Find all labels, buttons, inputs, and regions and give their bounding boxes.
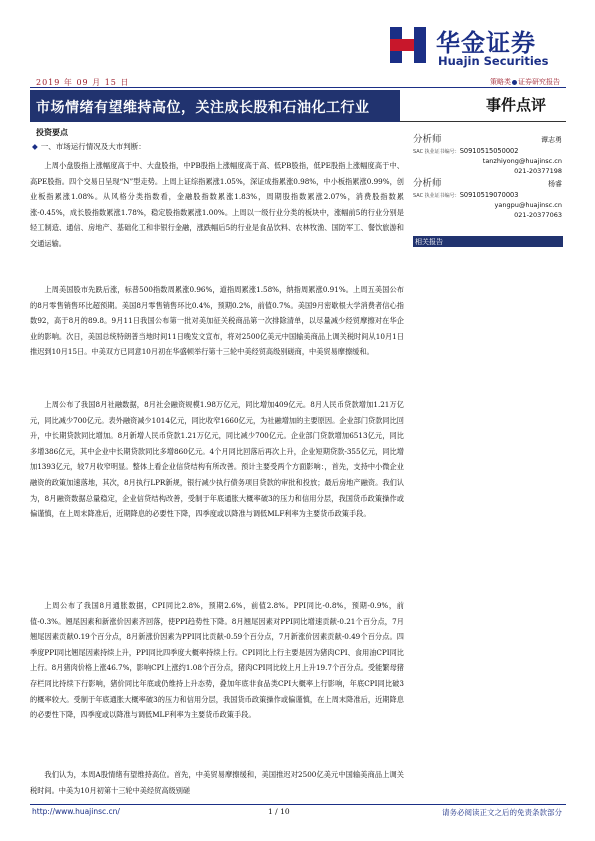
analyst-cert: SAC 执业证书编号：S0910519070003 bbox=[413, 191, 519, 199]
logo-english-name: Huajin Securities bbox=[438, 54, 549, 68]
subheading-text: 一、市场运行情况及大市判断： bbox=[40, 142, 146, 151]
page-number: 1 / 10 bbox=[268, 807, 290, 816]
related-reports-label: 相关报告 bbox=[415, 238, 443, 246]
analyst-phone: 021-20377198 bbox=[514, 167, 562, 175]
analyst-phone: 021-20377063 bbox=[514, 211, 562, 219]
diamond-bullet-icon: ◆ bbox=[32, 142, 38, 151]
analyst-role: 分析师 bbox=[413, 134, 442, 145]
footer-url[interactable]: http://www.huajinsc.cn/ bbox=[32, 807, 120, 816]
paragraph-4: 上周公布了我国8月通胀数据，CPI同比2.8%，预期2.6%，前值2.8%。PPI同比-0.8%，预期-0.9%，前值-0.3%。翘尾因素和新涨价因素齐回落，使PPI趋势性下降。8月翘尾因素对PPI同比增速贡献-0.21个百分点，7月翘尾因素贡献0.19个百分点，8月新涨价因素为PPI同比贡献-0.59个百分点，7月新涨价因素贡献-0.49个百分点。四季度PPI同比翘尾因素持续上升，PPI同比四季度大概率持续上行。CPI同比上行主要是因为猪肉CPI、食用油CPI同比上行。8月猪肉价格上涨46.7%，影响CPI上涨约1.08个百分点，猪肉CPI同比较上月上升19.7个百分点。受能繁母猪存栏同比持续下行影响，猪价同比年底或仍维持上升态势，叠加年底非食品类CPI大概率上行影响，年底CPI同比破3的概率较大。受制于年底通胀大概率破3的压力和信用分层，我国货币政策操作或偏谨慎，在上周末降准后，近期降息的必要性下降，四季度或以降准与调低MLF利率为主要货币政策手段。 bbox=[30, 601, 404, 720]
analyst-card-1 bbox=[413, 131, 562, 179]
company-logo bbox=[388, 23, 560, 73]
footer-divider bbox=[30, 804, 566, 805]
report-type: 事件点评 bbox=[486, 96, 547, 114]
paragraph-5: 我们认为，本周A股情绪有望维持高位。首先，中美贸易摩擦缓和，美国推迟对2500亿美元中国输美商品上调关税时间。中美为10月初第十三轮中美经贸高级别磋 bbox=[30, 770, 404, 795]
report-date: 2019 年 09 月 15 日 bbox=[36, 78, 130, 87]
section-heading: 投资要点 bbox=[36, 128, 68, 137]
subheading bbox=[32, 141, 146, 152]
analyst-name: 杨睿 bbox=[548, 180, 562, 188]
tag-type: 证券研究报告 bbox=[518, 78, 560, 86]
analyst-name: 谭志勇 bbox=[541, 136, 562, 144]
paragraph-2: 上周美国股市先跌后涨，标普500指数周累涨0.96%，道指周累涨1.58%，纳指周累涨0.91%。上周五美国公布的8月零售销售环比超预期。美国8月零售销售环比0.4%，预期0.2%，前值0.7%。美国9月密歇根大学消费者信心指数92，高于8月的89.8。9月11日我国公布第一批对美加征关税商品第一次排除清单，以尽量减少经贸摩擦对在华企业的影响。次日，美国总统特朗普当地时间11日晚发文宣布，将对2500亿美元中国输美商品上调关税时间从10月1日推迟到10月15日。中美双方已同意10月初在华盛顿举行第十三轮中美经贸高级别磋商，中美贸易摩擦缓和。 bbox=[30, 285, 404, 357]
report-title: 市场情绪有望维持高位，关注成长股和石油化工行业 bbox=[36, 100, 370, 116]
analyst-role: 分析师 bbox=[413, 178, 442, 189]
paragraph-1: 上周小盘股指上涨幅度高于中、大盘股指，中PB股指上涨幅度高于高、低PB股指，低PE股指上涨幅度高于中、高PE股指。四个交易日呈现“N”型走势。上周上证综指累涨1.05%，深证成指累涨0.98%，中小板指累涨0.99%，创业板指累涨1.08%。从风格分类指数看，金融股指数累涨1.83%，周期股指数累涨2.07%，消费股指数累涨-0.45%，成长股指数累涨1.78%，稳定股指数累涨1.00%。上周以一级行业分类的板块中，涨幅前5的行业分别是轻工制造、通信、房地产、基础化工和非银行金融，涨跌幅后5的行业是食品饮料、农林牧渔、国防军工、餐饮旅游和交通运输。 bbox=[30, 161, 404, 248]
report-type-underline bbox=[400, 121, 566, 122]
report-tags bbox=[490, 77, 560, 87]
logo-chinese-name: 华金证券 bbox=[436, 29, 536, 57]
analyst-card-2 bbox=[413, 175, 562, 223]
analyst-cert: SAC 执业证书编号：S0910515050002 bbox=[413, 147, 519, 155]
header-divider bbox=[30, 87, 566, 88]
logo-mark-icon bbox=[388, 25, 428, 65]
analyst-email[interactable]: tanzhiyong@huajinsc.cn bbox=[482, 157, 562, 165]
footer-disclaimer: 请务必阅读正文之后的免责条款部分 bbox=[442, 808, 562, 817]
separator-dot-icon bbox=[512, 80, 517, 85]
tag-category: 策略类 bbox=[490, 78, 511, 86]
paragraph-3: 上周公布了我国8月社融数据，8月社会融资规模1.98万亿元，同比增加409亿元。8月人民币贷款增加1.21万亿元，同比减少700亿元。表外融资减少1014亿元，同比收窄1660亿元，为社融增加的主要原因。企业部门贷款同比回升，中长期贷款同比增加。8月新增人民币贷款1.21万亿元，同比减少700亿元。企业部门贷款增加6513亿元，同比多增386亿元，其中企业中长期贷款同比多增860亿元。4个月同比回落后再次上升，企业短期贷款-355亿元，同比增加1393亿元，较7月收窄明显。整体上看企业信贷结构有所改善。预计主要受两个方面影响：，首先，支持中小微企业融资的政策加速落地，其次，8月执行LPR新规，银行减少执行债务项目贷款的审批和投放；最后房地产融资。我们认为，8月融资数据总量稳定，企业信贷结构改善，受制于年底通胀大概率破3的压力和信用分层，我国货币政策操作或偏谨慎，在上周末降准后，近期降息的必要性下降，四季度或以降准与调低MLF利率为主要货币政策手段。 bbox=[30, 400, 404, 519]
analyst-email[interactable]: yangpu@huajinsc.cn bbox=[494, 201, 562, 209]
